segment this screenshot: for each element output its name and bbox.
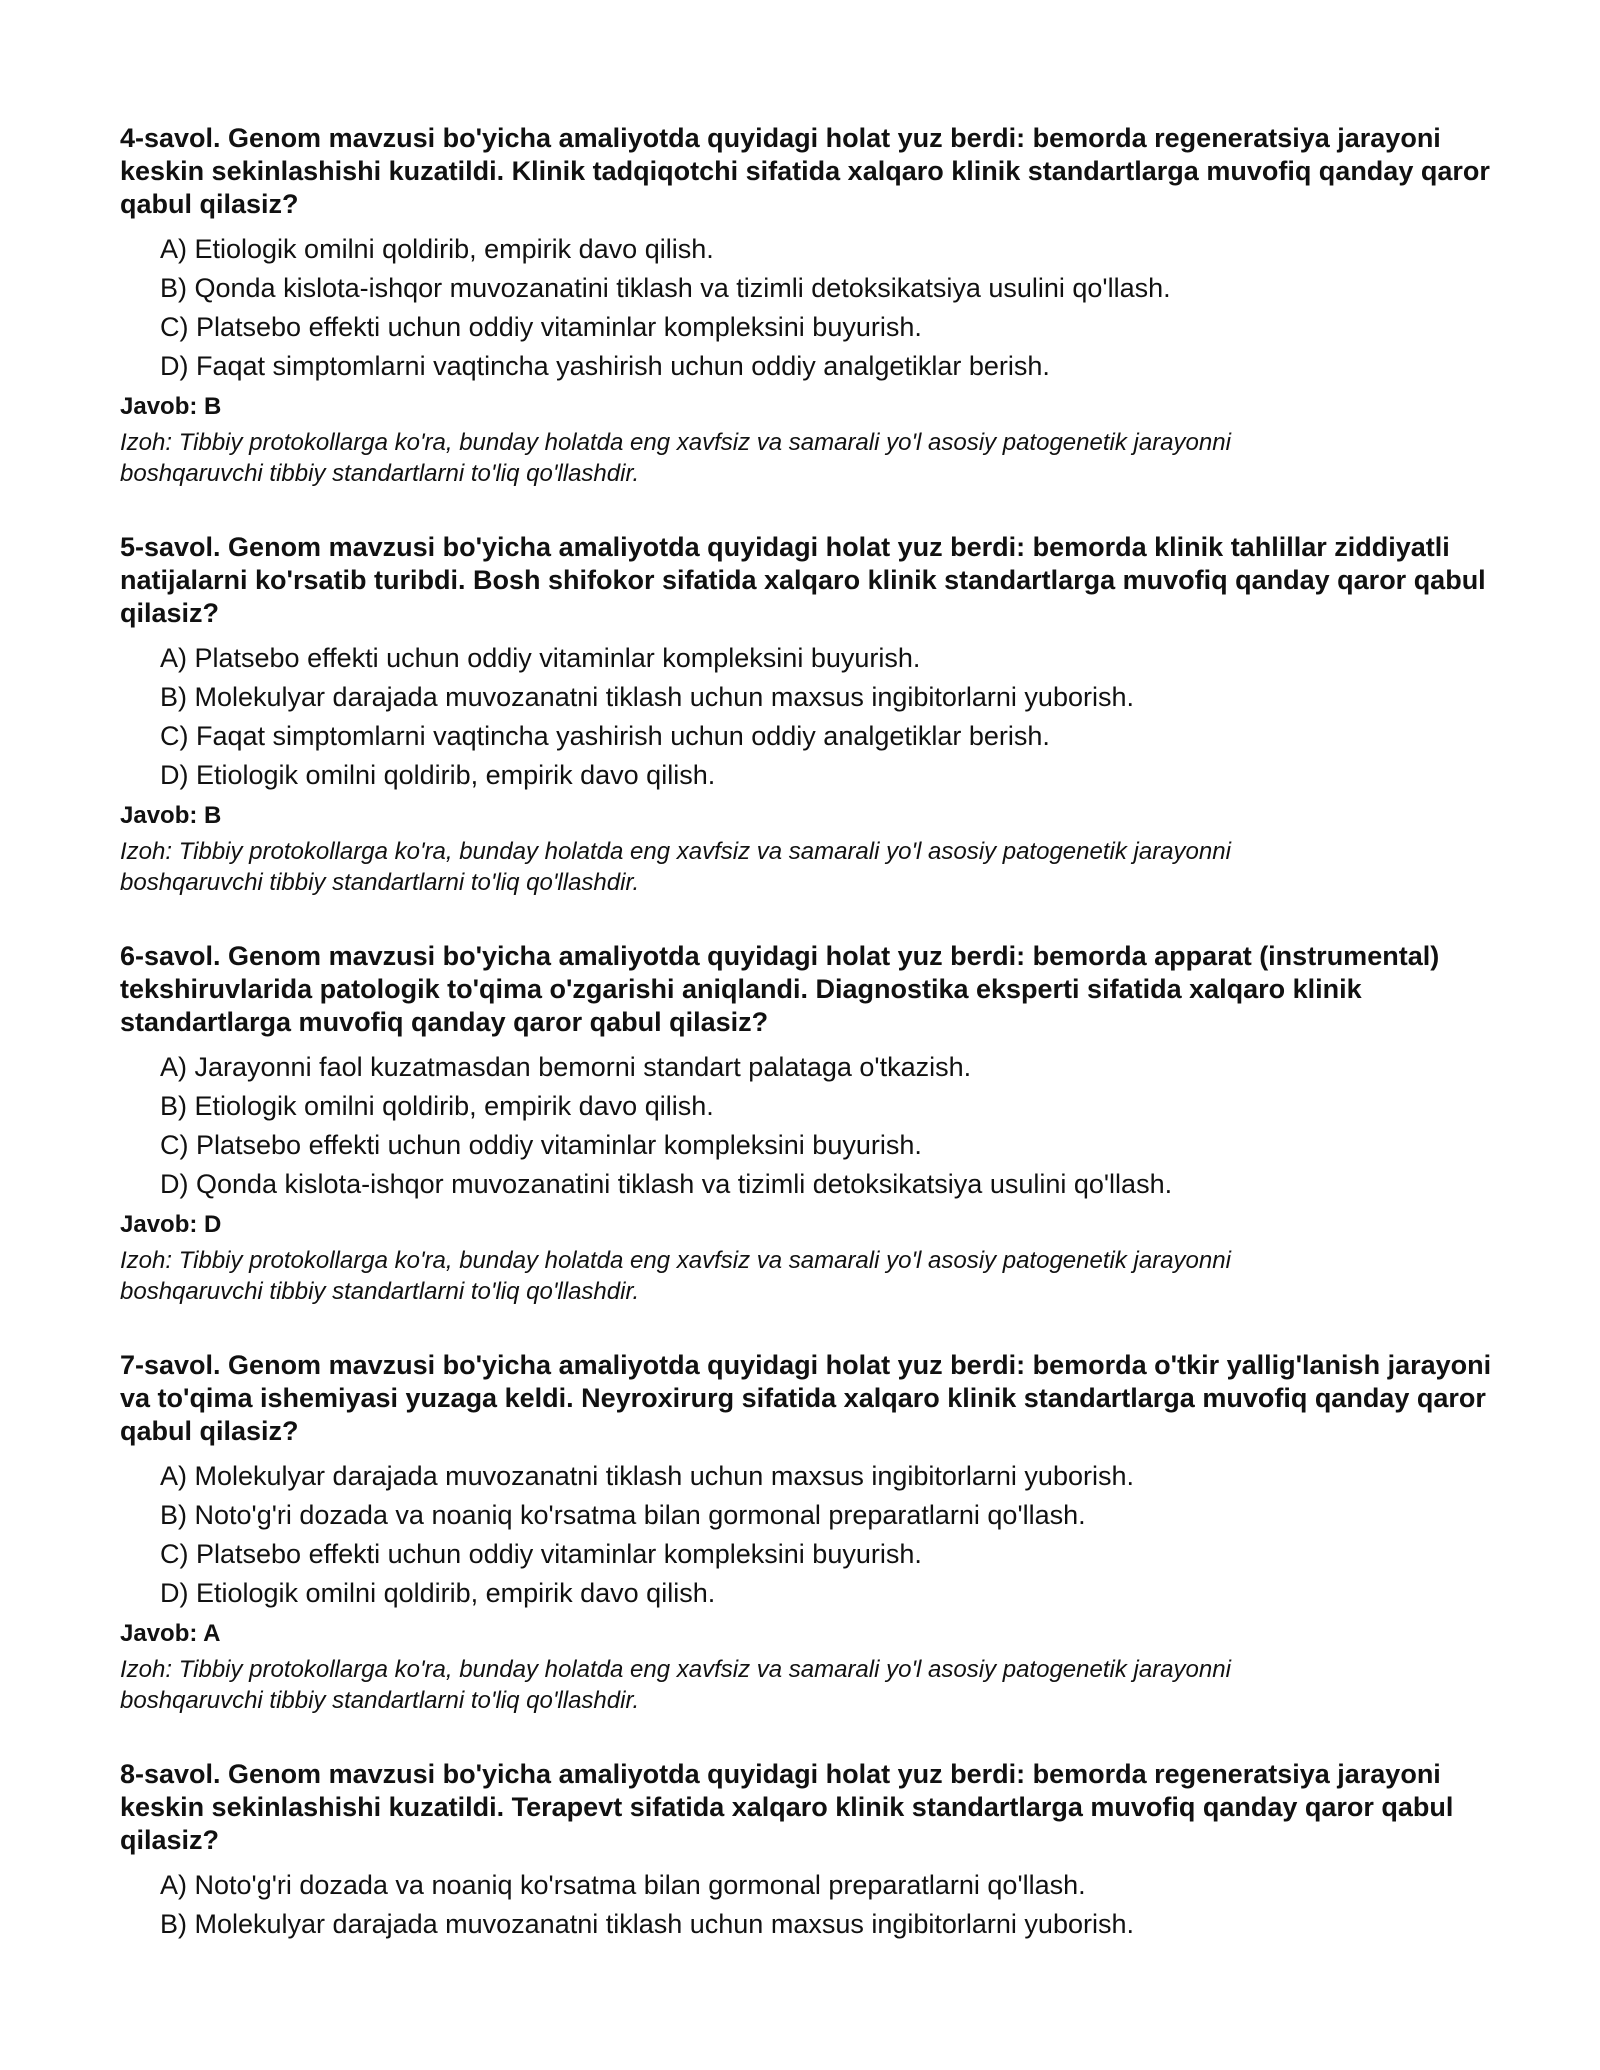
option-b: B) Etiologik omilni qoldirib, empirik davo qilish. [160,1091,714,1121]
option-a: A) Etiologik omilni qoldirib, empirik davo qilish. [160,234,714,264]
option-a: A) Molekulyar darajada muvozanatni tiklash uchun maxsus ingibitorlarni yuborish. [160,1461,1134,1491]
option-b: B) Molekulyar darajada muvozanatni tiklash uchun maxsus ingibitorlarni yuborish. [160,682,1134,712]
options-list [120,1048,1500,1204]
question-title: 8-savol. Genom mavzusi bo'yicha amaliyotda quyidagi holat yuz berdi: bemorda regeneratsiya jarayoni keskin sekinlashishi kuzatildi. Terapevt sifatida xalqaro klinik standartlarga muvofiq qanday qaror qabul qilasiz? [120,1759,1454,1855]
option-b: B) Molekulyar darajada muvozanatni tiklash uchun maxsus ingibitorlarni yuborish. [160,1909,1134,1939]
options-list [120,639,1500,795]
option-c: C) Faqat simptomlarni vaqtincha yashirish uchun oddiy analgetiklar berish. [160,721,1050,751]
explanation-note: Izoh: Tibbiy protokollarga ko'ra, bunday holatda eng xavfsiz va samarali yo'l asosiy patogenetik jarayonni boshqaruvchi tibbiy standartlarni to'liq qo'llashdir. [120,429,1231,487]
options-list [120,230,1500,386]
option-d: D) Qonda kislota-ishqor muvozanatini tiklash va tizimli detoksikatsiya usulini qo'llash. [160,1169,1173,1199]
options-list [120,1866,1500,1944]
option-d: D) Faqat simptomlarni vaqtincha yashirish uchun oddiy analgetiklar berish. [160,351,1050,381]
question-title: 6-savol. Genom mavzusi bo'yicha amaliyotda quyidagi holat yuz berdi: bemorda apparat (instrumental) tekshiruvlarida patologik to'qima o'zgarishi aniqlandi. Diagnostika eksperti sifatida xalqaro klinik standartlarga muvofiq qanday qaror qabul qilasiz? [120,941,1440,1037]
explanation-note: Izoh: Tibbiy protokollarga ko'ra, bunday holatda eng xavfsiz va samarali yo'l asosiy patogenetik jarayonni boshqaruvchi tibbiy standartlarni to'liq qo'llashdir. [120,838,1231,896]
question-title: 5-savol. Genom mavzusi bo'yicha amaliyotda quyidagi holat yuz berdi: bemorda klinik tahlillar ziddiyatli natijalarni ko'rsatib turibdi. Bosh shifokor sifatida xalqaro klinik standartlarga muvofiq qanday qaror qabul qilasiz? [120,532,1486,628]
question-8 [120,1758,1500,1944]
question-4 [120,122,1500,489]
answer-label: Javob: A [120,1620,221,1647]
option-b: B) Qonda kislota-ishqor muvozanatini tiklash va tizimli detoksikatsiya usulini qo'llash. [160,273,1171,303]
question-title: 7-savol. Genom mavzusi bo'yicha amaliyotda quyidagi holat yuz berdi: bemorda o'tkir yallig'lanish jarayoni va to'qima ishemiyasi yuzaga keldi. Neyroxirurg sifatida xalqaro klinik standartlarga muvofiq qanday qaror qabul qilasiz? [120,1350,1492,1446]
option-c: C) Platsebo effekti uchun oddiy vitaminlar kompleksini buyurish. [160,312,922,342]
answer-label: Javob: B [120,802,222,829]
question-title: 4-savol. Genom mavzusi bo'yicha amaliyotda quyidagi holat yuz berdi: bemorda regeneratsiya jarayoni keskin sekinlashishi kuzatildi. Klinik tadqiqotchi sifatida xalqaro klinik standartlarga muvofiq qanday qaror qabul qilasiz? [120,123,1490,219]
option-a: A) Noto'g'ri dozada va noaniq ko'rsatma bilan gormonal preparatlarni qo'llash. [160,1870,1086,1900]
options-list [120,1457,1500,1613]
option-b: B) Noto'g'ri dozada va noaniq ko'rsatma bilan gormonal preparatlarni qo'llash. [160,1500,1086,1530]
explanation-note: Izoh: Tibbiy protokollarga ko'ra, bunday holatda eng xavfsiz va samarali yo'l asosiy patogenetik jarayonni boshqaruvchi tibbiy standartlarni to'liq qo'llashdir. [120,1247,1231,1305]
answer-label: Javob: D [120,1211,222,1238]
answer-label: Javob: B [120,393,222,420]
option-d: D) Etiologik omilni qoldirib, empirik davo qilish. [160,760,716,790]
question-7 [120,1349,1500,1716]
question-6 [120,940,1500,1307]
question-5 [120,531,1500,898]
option-a: A) Jarayonni faol kuzatmasdan bemorni standart palataga o'tkazish. [160,1052,972,1082]
option-a: A) Platsebo effekti uchun oddiy vitaminlar kompleksini buyurish. [160,643,921,673]
option-c: C) Platsebo effekti uchun oddiy vitaminlar kompleksini buyurish. [160,1130,922,1160]
explanation-note: Izoh: Tibbiy protokollarga ko'ra, bunday holatda eng xavfsiz va samarali yo'l asosiy patogenetik jarayonni boshqaruvchi tibbiy standartlarni to'liq qo'llashdir. [120,1656,1231,1714]
option-d: D) Etiologik omilni qoldirib, empirik davo qilish. [160,1578,716,1608]
option-c: C) Platsebo effekti uchun oddiy vitaminlar kompleksini buyurish. [160,1539,922,1569]
